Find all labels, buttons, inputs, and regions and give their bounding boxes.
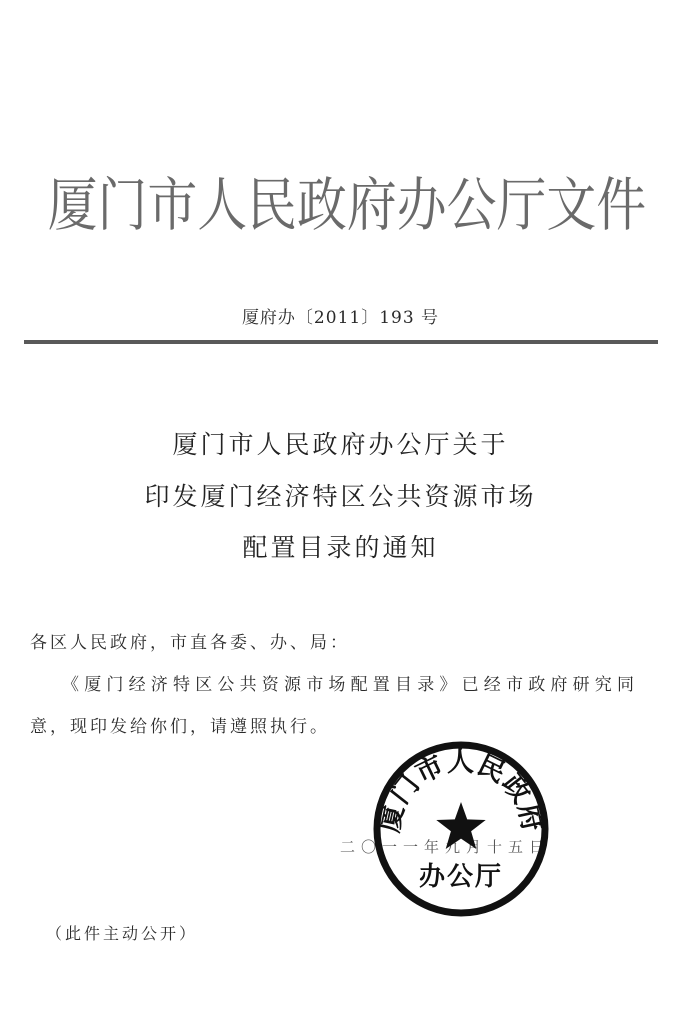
header-divider	[24, 340, 658, 344]
document-number: 厦府办〔2011〕193 号	[241, 308, 440, 328]
title-line-1: 厦门市人民政府办公厅关于	[172, 430, 509, 459]
seal-arc-text: 厦门市人民政府	[373, 746, 549, 836]
body-paragraph-line-1: 《厦门经济特区公共资源市场配置目录》已经市政府研究同	[62, 675, 640, 695]
title-line-3: 配置目录的通知	[242, 533, 439, 562]
seal-bottom-text: 办公厅	[418, 862, 504, 892]
salutation: 各区人民政府，市直各委、办、局：	[30, 633, 350, 653]
issuer-header: 厦门市人民政府办公厅文件	[47, 171, 647, 239]
official-seal-stamp	[372, 740, 550, 918]
signature-date: 二〇一一年九月十五日	[340, 838, 551, 856]
body-paragraph-line-2: 意，现印发给你们，请遵照执行。	[30, 717, 330, 737]
disclosure-note: （此件主动公开）	[46, 924, 199, 943]
title-line-2: 印发厦门经济特区公共资源市场	[144, 482, 537, 511]
star-icon	[436, 802, 485, 849]
